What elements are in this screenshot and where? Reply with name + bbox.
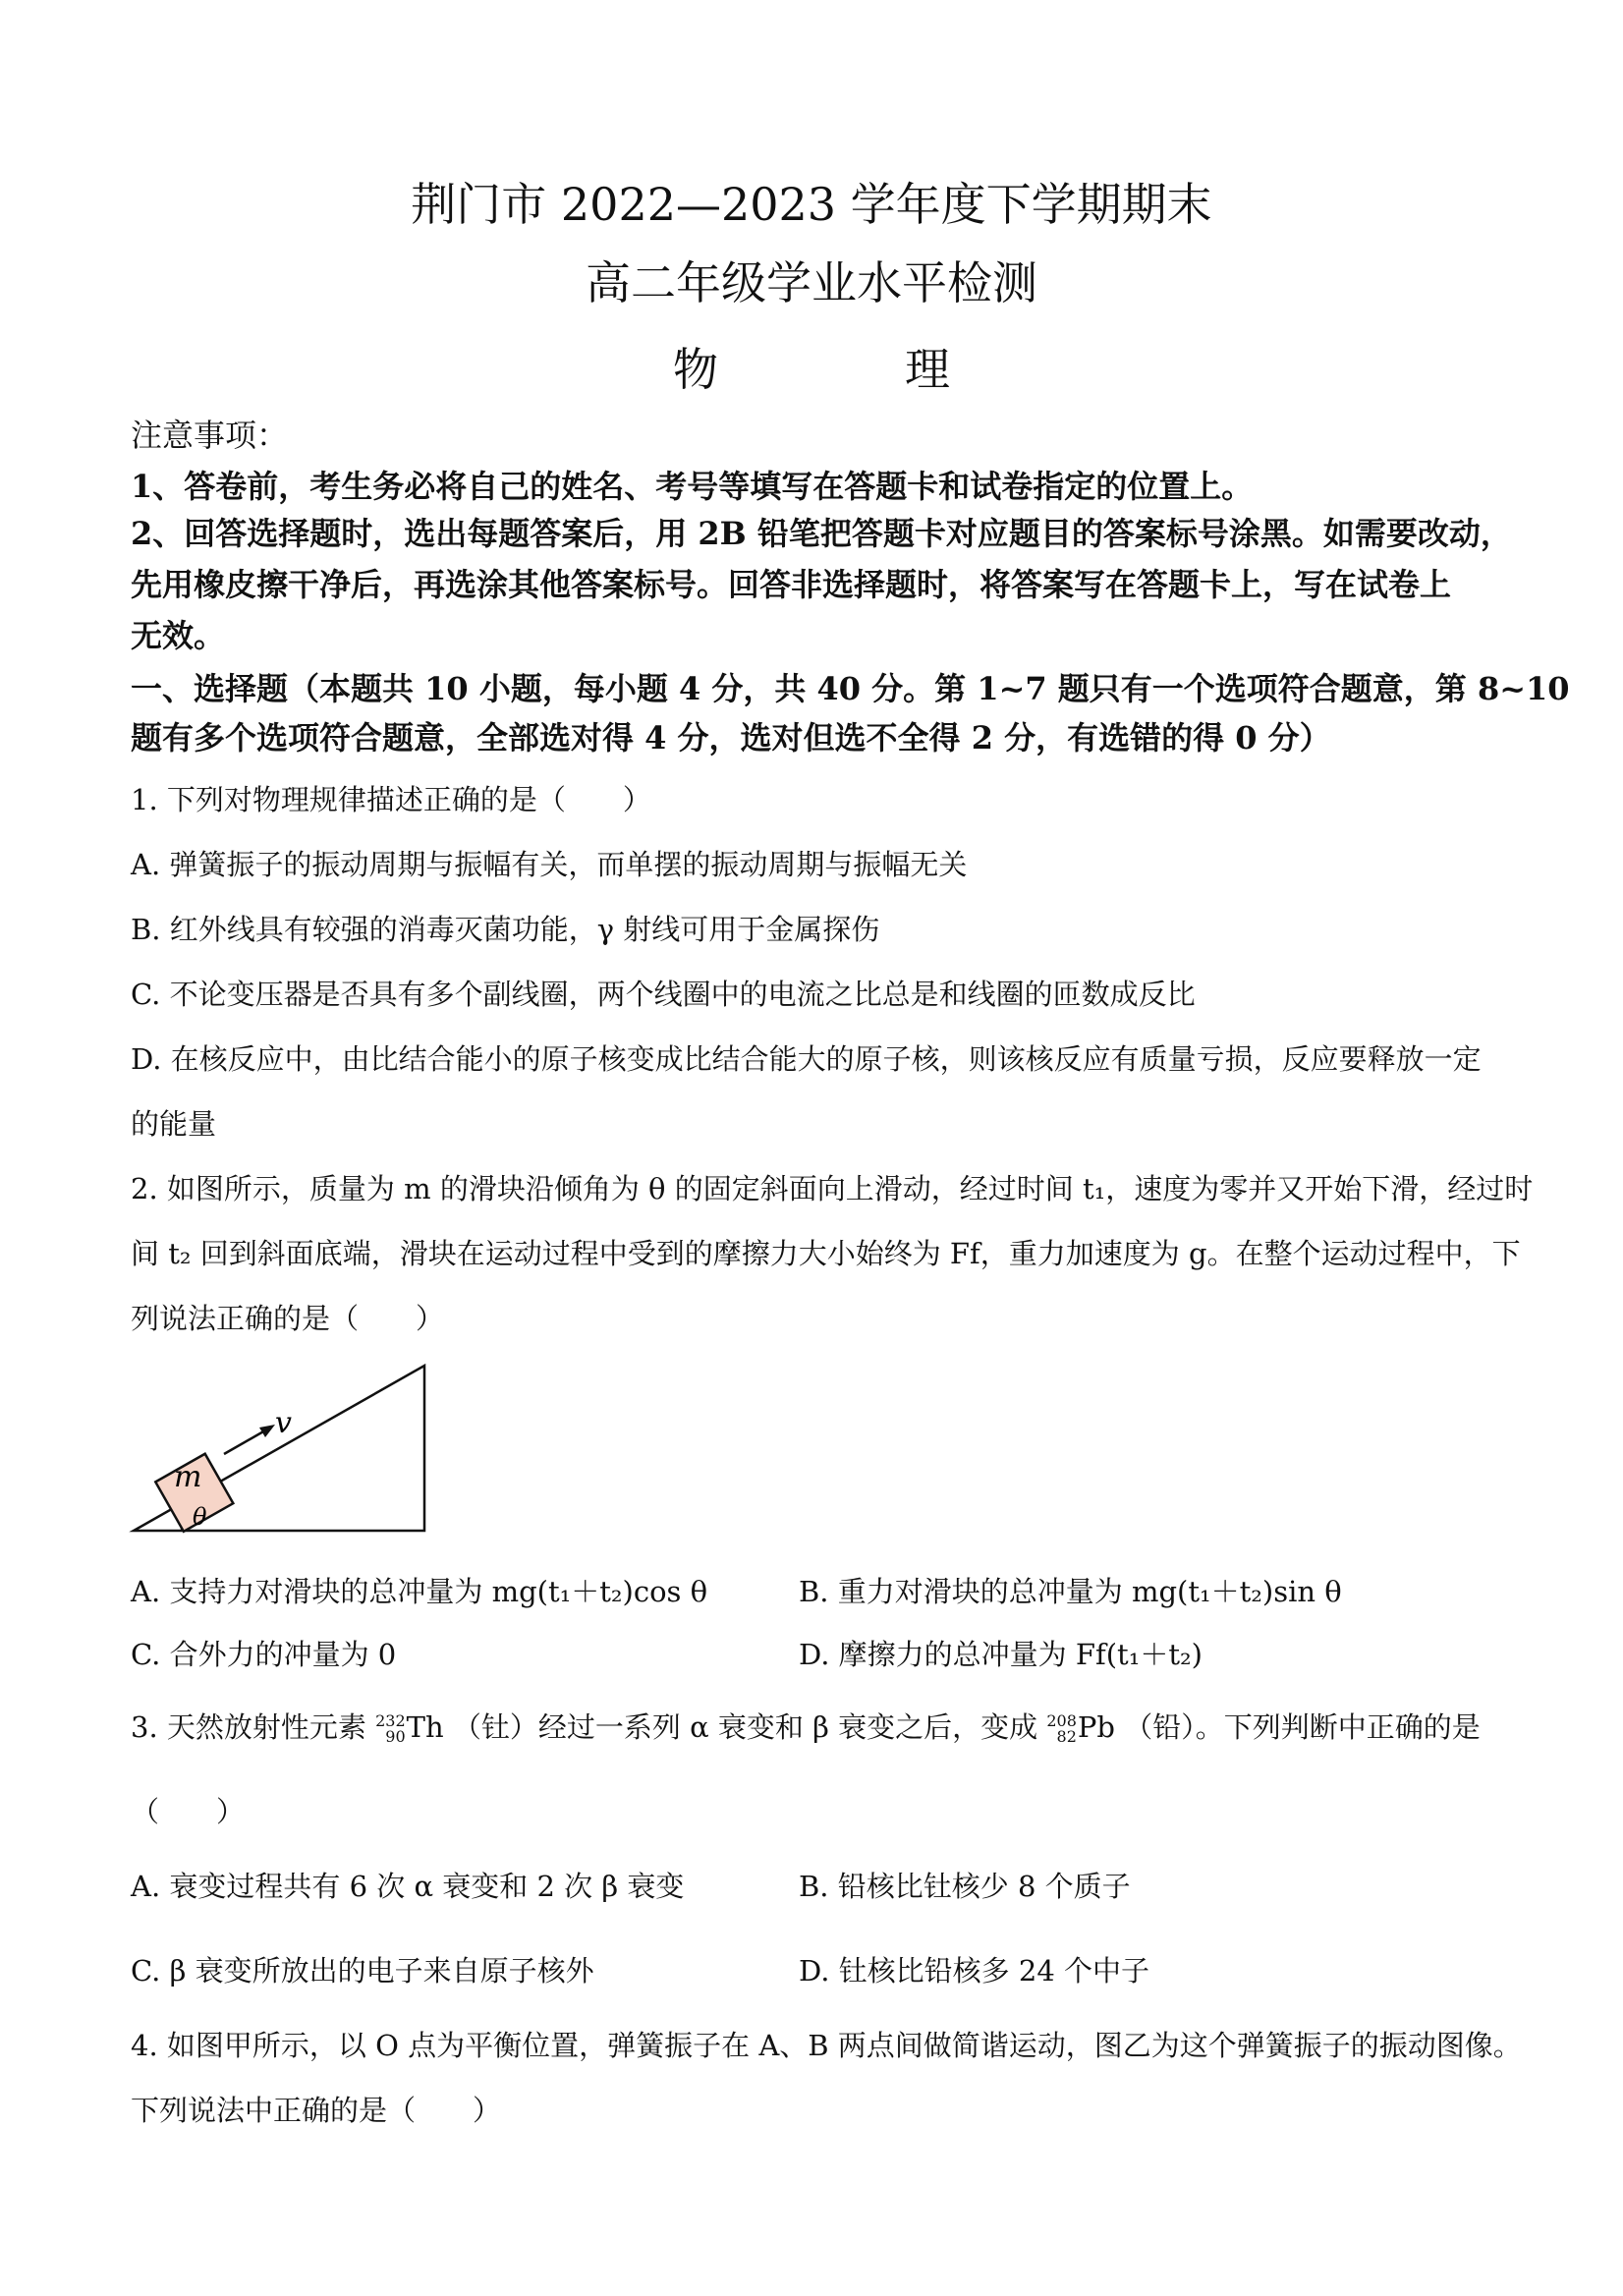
q1-option-a: A. 弹簧振子的振动周期与振幅有关，而单摆的振动周期与振幅无关 (131, 848, 968, 881)
subject-char-2: 理 (905, 343, 950, 396)
notice-item-2-line-1: 2、回答选择题时，选出每题答案后，用 2B 铅笔把答题卡对应题目的答案标号涂黑。如需要改动， (131, 515, 1512, 552)
q4-stem-line-2: 下列说法中正确的是（ ） (131, 2094, 502, 2127)
subject-title (0, 334, 1623, 399)
th-atomic-number: 90 (385, 1727, 406, 1746)
pb-symbol: Pb (1077, 1710, 1115, 1744)
q2-stem-line-3: 列说法正确的是（ ） (131, 1302, 445, 1335)
exam-subtitle: 高二年级学业水平检测 (586, 256, 1037, 309)
velocity-arrow-shaft (224, 1430, 265, 1454)
q1-option-d-line-2: 的能量 (131, 1107, 217, 1141)
pb-mass-number: 208 (1046, 1711, 1077, 1730)
q3-stem-mid: （钍）经过一系列 α 衰变和 β 衰变之后，变成 (452, 1710, 1038, 1744)
q1-stem: 1. 下列对物理规律描述正确的是（ ） (131, 783, 651, 816)
q3-stem-line-2: （ ） (131, 1795, 246, 1828)
th-symbol: Th (406, 1710, 444, 1744)
th-mass-number: 232 (375, 1711, 406, 1730)
q4-stem-line-1: 4. 如图甲所示，以 O 点为平衡位置，弹簧振子在 A、B 两点间做简谐运动，图乙为这个弹簧振子的振动图像。 (131, 2029, 1522, 2062)
q1-option-d-line-1: D. 在核反应中，由比结合能小的原子核变成比结合能大的原子核，则该核反应有质量亏损，反应要释放一定 (131, 1042, 1482, 1076)
incline-figure (128, 1356, 442, 1552)
velocity-arrow-head (259, 1425, 275, 1437)
q1-option-c: C. 不论变压器是否具有多个副线圈，两个线圈中的电流之比总是和线圈的匝数成反比 (131, 978, 1196, 1011)
notice-item-2-line-3: 无效。 (131, 617, 226, 654)
notice-item-1: 1、答卷前，考生务必将自己的姓名、考号等填写在答题卡和试卷指定的位置上。 (131, 468, 1254, 505)
exam-title: 荆门市 2022—2023 学年度下学期期末 (411, 178, 1212, 231)
subject-char-1: 物 (673, 343, 718, 396)
q2-stem-line-2: 间 t₂ 回到斜面底端，滑块在运动过程中受到的摩擦力大小始终为 Ff，重力加速度为 g。在整个运动过程中，下 (131, 1237, 1521, 1270)
q2-option-b: B. 重力对滑块的总冲量为 mg(t₁＋t₂)sin θ (799, 1575, 1342, 1608)
pb-nuclide-numbers (1046, 1713, 1077, 1745)
pb-atomic-number: 82 (1056, 1727, 1077, 1746)
q3-stem-post: （铅）。下列判断中正确的是 (1124, 1710, 1481, 1744)
block-mass-label: m (174, 1460, 202, 1494)
velocity-label: v (275, 1406, 292, 1440)
angle-label: θ (193, 1503, 207, 1531)
th-nuclide-numbers (375, 1713, 406, 1745)
q2-option-c: C. 合外力的冲量为 0 (131, 1638, 397, 1671)
notice-item-2-line-2: 先用橡皮擦干净后，再选涂其他答案标号。回答非选择题时，将答案写在答题卡上，写在试卷上 (131, 566, 1452, 603)
section-heading-line-2: 题有多个选项符合题意，全部选对得 4 分，选对但选不全得 2 分，有选错的得 0 分） (131, 719, 1331, 756)
q3-option-d: D. 钍核比铅核多 24 个中子 (799, 1954, 1149, 1988)
q2-option-d: D. 摩擦力的总冲量为 Ff(t₁＋t₂) (799, 1638, 1203, 1671)
notice-heading: 注意事项： (131, 417, 289, 454)
q2-option-a: A. 支持力对滑块的总冲量为 mg(t₁＋t₂)cos θ (131, 1575, 708, 1608)
q3-stem-line-1 (131, 1706, 1481, 1746)
q3-option-b: B. 铅核比钍核少 8 个质子 (799, 1870, 1131, 1903)
section-heading-line-1: 一、选择题（本题共 10 小题，每小题 4 分，共 40 分。第 1~7 题只有一个选项符合题意，第 8~10 (131, 670, 1570, 707)
q3-option-a: A. 衰变过程共有 6 次 α 衰变和 2 次 β 衰变 (131, 1870, 685, 1903)
q2-stem-line-1: 2. 如图所示，质量为 m 的滑块沿倾角为 θ 的固定斜面向上滑动，经过时间 t₁，速度为零并又开始下滑，经过时 (131, 1172, 1534, 1205)
q1-option-b: B. 红外线具有较强的消毒灭菌功能，γ 射线可用于金属探伤 (131, 913, 880, 946)
q3-option-c: C. β 衰变所放出的电子来自原子核外 (131, 1954, 594, 1988)
q3-stem-pre: 3. 天然放射性元素 (131, 1710, 366, 1744)
